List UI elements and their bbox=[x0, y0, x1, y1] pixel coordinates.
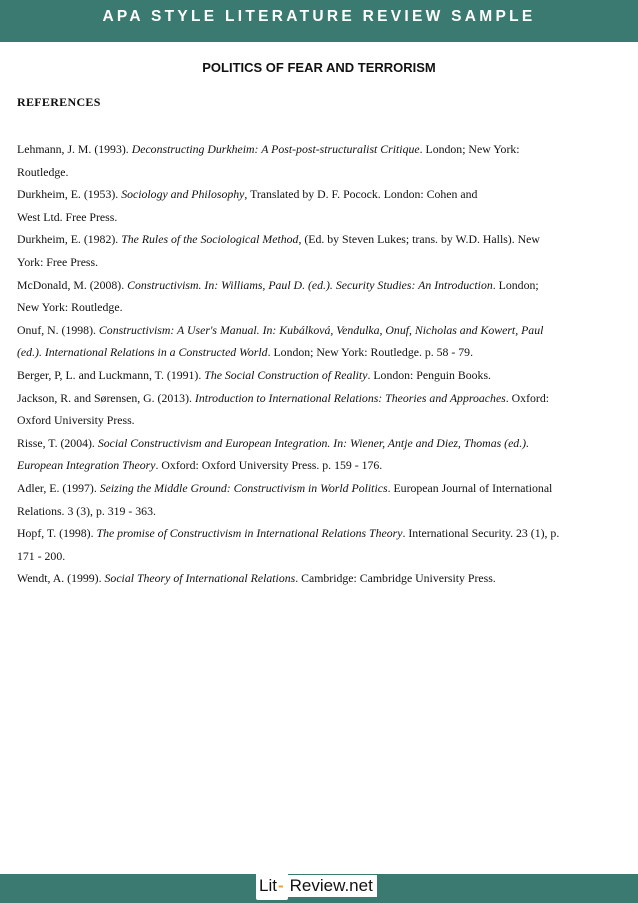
reference-title: Constructivism. In: Williams, Paul D. (ed.). Security Studies: An Introduction bbox=[127, 277, 493, 292]
reference-title: Constructivism: A User's Manual. In: Kubálková, Vendulka, Onuf, Nicholas and Kowert, Paul bbox=[98, 322, 544, 337]
reference-title: The Rules of the Sociological Method bbox=[121, 232, 299, 247]
reference-title: Social Constructivism and European Integration. In: Wiener, Antje and Diez, Thomas (ed.). bbox=[97, 435, 530, 450]
reference-text: Risse, T. (2004). bbox=[17, 435, 98, 450]
reference-line bbox=[17, 364, 617, 387]
reference-title: (ed.). International Relations in a Constructed World bbox=[17, 345, 268, 360]
reference-line bbox=[17, 409, 617, 432]
reference-text: . Cambridge: Cambridge University Press. bbox=[295, 571, 496, 586]
reference-line bbox=[17, 567, 617, 590]
reference-text: Routledge. bbox=[17, 164, 69, 179]
reference-line bbox=[17, 454, 617, 477]
reference-line bbox=[17, 296, 617, 319]
reference-text: . London; bbox=[492, 277, 539, 292]
reference-line bbox=[17, 500, 617, 523]
reference-text: . London; New York: bbox=[419, 142, 520, 156]
logo-rest-box bbox=[288, 875, 377, 897]
reference-line bbox=[17, 228, 617, 251]
reference-text: Relations. 3 (3), p. 319 - 363. bbox=[17, 503, 156, 518]
reference-line bbox=[17, 161, 617, 184]
reference-text: Durkheim, E. (1982). bbox=[17, 232, 122, 247]
reference-text: New York: Routledge. bbox=[17, 300, 123, 315]
reference-text: . Oxford: bbox=[505, 390, 550, 405]
reference-line bbox=[17, 477, 617, 500]
logo-box bbox=[256, 872, 288, 900]
document-title: POLITICS OF FEAR AND TERRORISM bbox=[202, 60, 436, 75]
reference-text: West Ltd. Free Press. bbox=[17, 209, 118, 224]
reference-line bbox=[17, 274, 617, 297]
top-banner bbox=[0, 0, 638, 42]
reference-title: Introduction to International Relations: Theories and Approaches bbox=[194, 390, 506, 405]
reference-text: York: Free Press. bbox=[17, 254, 99, 269]
reference-text: . European Journal of International bbox=[387, 480, 553, 495]
reference-line bbox=[17, 522, 617, 545]
reference-line bbox=[17, 545, 617, 568]
reference-title: The promise of Constructivism in International Relations Theory bbox=[96, 526, 403, 541]
reference-text: . International Security. 23 (1), p. bbox=[402, 526, 560, 541]
reference-line bbox=[17, 387, 617, 410]
logo-text-review: Review.net bbox=[289, 876, 373, 895]
reference-text: Oxford University Press. bbox=[17, 413, 135, 428]
banner-title: APA STYLE LITERATURE REVIEW SAMPLE bbox=[102, 8, 536, 25]
reference-line bbox=[17, 206, 617, 229]
reference-title: The Social Construction of Reality bbox=[204, 367, 368, 382]
reference-line bbox=[17, 341, 617, 364]
reference-title: Social Theory of International Relations bbox=[104, 571, 296, 586]
reference-text: McDonald, M. (2008). bbox=[17, 277, 128, 292]
reference-text: . Oxford: Oxford University Press. p. 159 - 176. bbox=[155, 458, 383, 473]
reference-text: . London: Penguin Books. bbox=[367, 367, 491, 382]
logo-text-lit: Lit bbox=[259, 876, 277, 895]
reference-text: Adler, E. (1997). bbox=[17, 480, 100, 495]
reference-text: Hopf, T. (1998). bbox=[17, 526, 97, 541]
reference-line bbox=[17, 432, 617, 455]
reference-text: Durkheim, E. (1953). bbox=[17, 187, 122, 202]
reference-text: Lehmann, J. M. (1993). bbox=[17, 142, 132, 156]
logo-dash: - bbox=[277, 876, 284, 895]
reference-line bbox=[17, 319, 617, 342]
reference-line bbox=[17, 183, 617, 206]
reference-text: Jackson, R. and Sørensen, G. (2013). bbox=[17, 390, 195, 405]
reference-title: Sociology and Philosophy bbox=[121, 187, 245, 202]
reference-text: Berger, P, L. and Luckmann, T. (1991). bbox=[17, 367, 205, 382]
reference-line bbox=[17, 251, 617, 274]
reference-text: Wendt, A. (1999). bbox=[17, 571, 105, 586]
reference-text: , (Ed. by Steven Lukes; trans. by W.D. Halls). New bbox=[298, 232, 540, 247]
reference-text: 171 - 200. bbox=[17, 548, 66, 563]
reference-list bbox=[17, 138, 617, 590]
reference-text: , Translated by D. F. Pocock. London: Cohen and bbox=[244, 187, 478, 202]
reference-title: Deconstructing Durkheim: A Post-post-structuralist Critique bbox=[131, 142, 420, 156]
reference-text: . London; New York: Routledge. p. 58 - 79. bbox=[267, 345, 474, 360]
site-logo[interactable] bbox=[256, 870, 377, 902]
reference-line bbox=[17, 138, 617, 161]
reference-title: European Integration Theory bbox=[17, 458, 156, 473]
reference-title: Seizing the Middle Ground: Constructivism in World Politics bbox=[99, 480, 388, 495]
references-heading: REFERENCES bbox=[17, 95, 101, 109]
reference-text: Onuf, N. (1998). bbox=[17, 322, 99, 337]
